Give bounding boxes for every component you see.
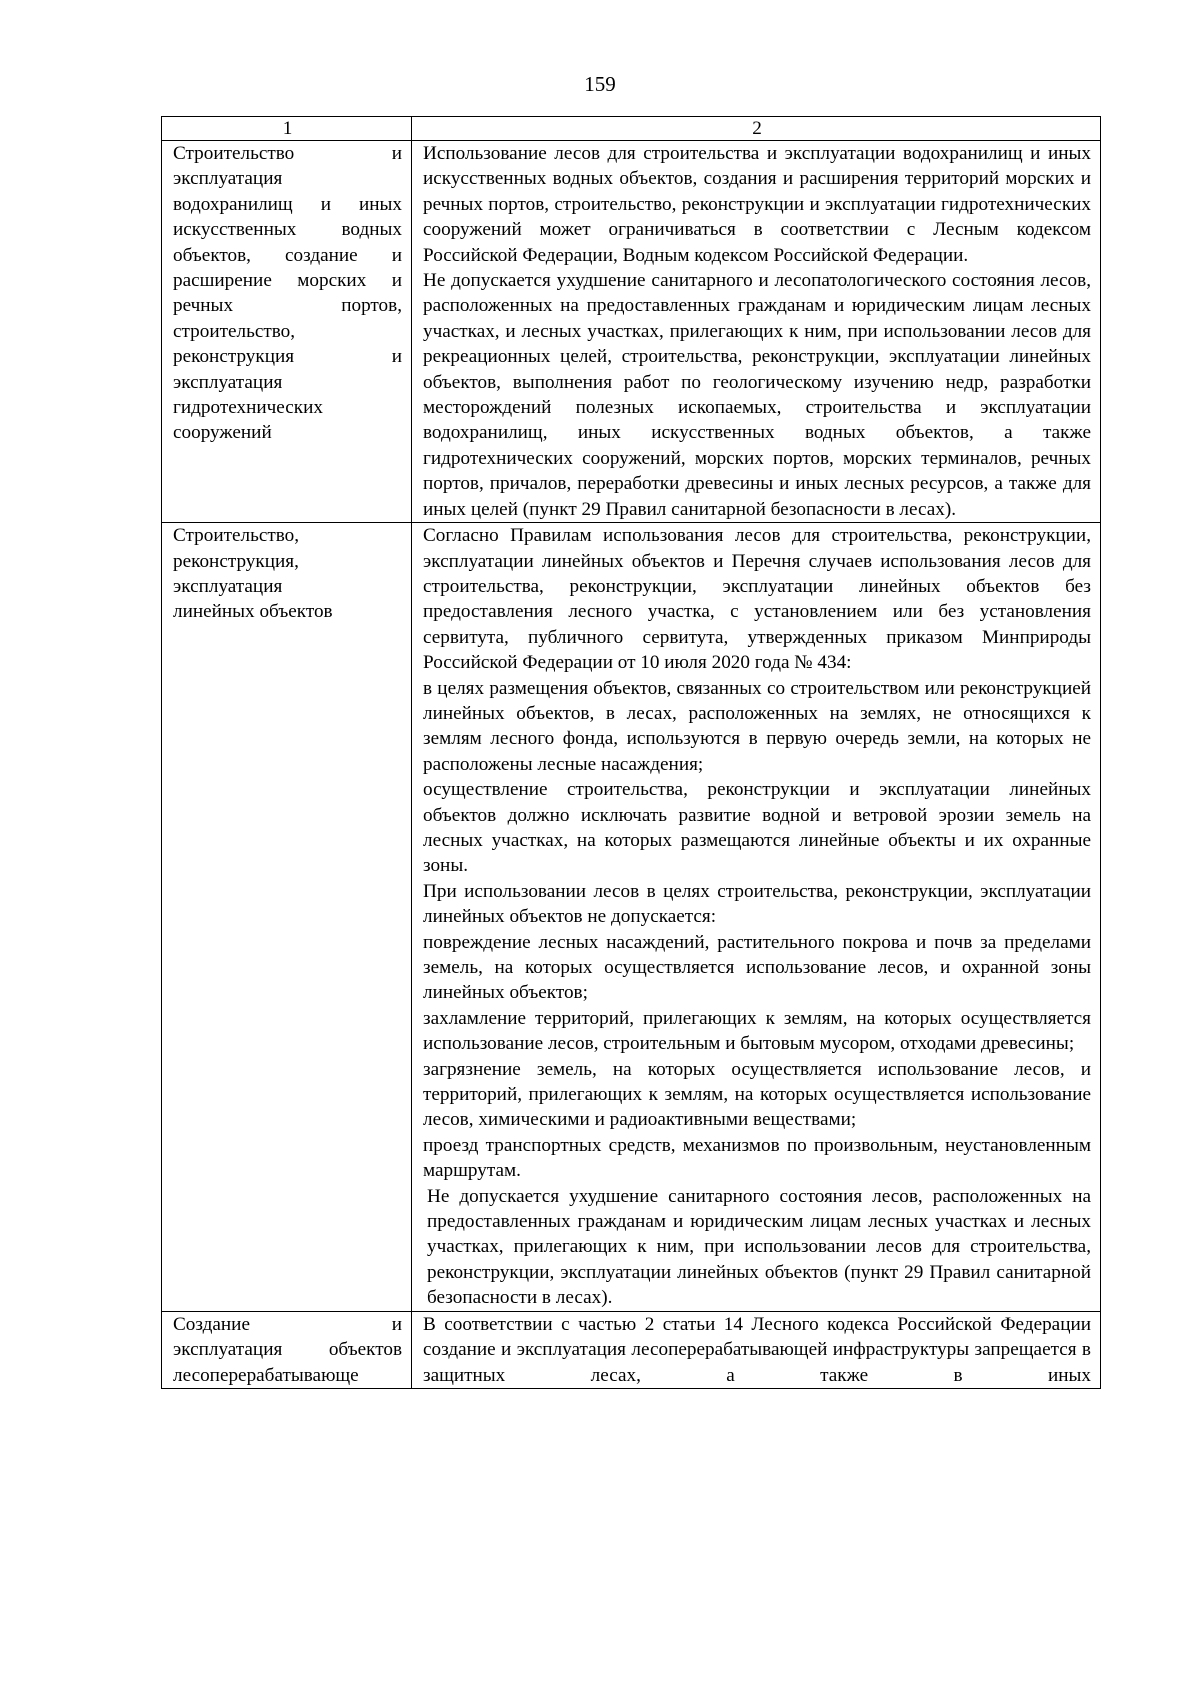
activity-line: эксплуатация bbox=[173, 575, 283, 597]
activity-line: эксплуатация объектов bbox=[173, 1339, 402, 1361]
table-header-row bbox=[162, 117, 1101, 141]
paragraph: осуществление строительства, реконструкции и эксплуатации линейных объектов должно исключать развитие водной и ветровой эрозии земель на лесных участках, на которых размещаются линейные объекты и их охранные зоны. bbox=[423, 779, 1091, 877]
activity-cell bbox=[162, 141, 412, 523]
activity-line: искусственных водных bbox=[173, 219, 402, 241]
activity-line: сооружений bbox=[173, 422, 272, 444]
document-table bbox=[161, 116, 1101, 1389]
activity-line: гидротехнических bbox=[173, 397, 323, 419]
paragraph: Не допускается ухудшение санитарного состояния лесов, расположенных на предоставленных гражданам и юридическим лицам лесных участках и лесных участках, прилегающих к ним, при использовании лесов для строительства, реконструкции, эксплуатации линейных объектов (пункт 29 Правил санитарной безопасности в лесах). bbox=[427, 1185, 1091, 1309]
activity-line: речных портов, bbox=[173, 295, 402, 317]
paragraph: В соответствии с частью 2 статьи 14 Лесного кодекса Российской Федерации создание и эксплуатация лесоперерабатывающей инфраструктуры запрещается в защитных лесах, а также в иных bbox=[423, 1313, 1091, 1386]
activity-line: эксплуатация bbox=[173, 168, 283, 190]
paragraph: повреждение лесных насаждений, растительного покрова и почв за пределами земель, на которых осуществляется использование лесов, и охранной зоны линейных объектов; bbox=[423, 931, 1091, 1004]
activity-line: Строительство и bbox=[173, 143, 402, 164]
activity-cell bbox=[162, 1311, 412, 1388]
column-header-2: 2 bbox=[412, 117, 1101, 141]
activity-line: водохранилищ и иных bbox=[173, 193, 402, 215]
requirements-cell bbox=[412, 141, 1101, 523]
paragraph: Согласно Правилам использования лесов для строительства, реконструкции, эксплуатации линейных объектов и Перечня случаев использования лесов для строительства, реконструкции, эксплуатации линейных объектов без предоставления лесного участка, с установлением или без установления сервитута, публичного сервитута, утвержденных приказом Минприроды Российской Федерации от 10 июля 2020 года № 434: bbox=[423, 525, 1091, 674]
activity-line: реконструкция, bbox=[173, 550, 299, 572]
paragraph: захламление территорий, прилегающих к землям, на которых осуществляется использование лесов, строительным и бытовым мусором, отходами древесины; bbox=[423, 1007, 1091, 1055]
activity-line: строительство, bbox=[173, 320, 296, 342]
activity-line: объектов, создание и bbox=[173, 244, 402, 266]
activity-line: реконструкция и bbox=[173, 346, 402, 368]
table-row bbox=[162, 1311, 1101, 1388]
table-row bbox=[162, 141, 1101, 523]
page-number: 159 bbox=[584, 72, 616, 96]
activity-line: расширение морских и bbox=[173, 270, 402, 292]
column-header-1: 1 bbox=[162, 117, 412, 141]
activity-line: Создание и bbox=[173, 1313, 402, 1335]
requirements-cell bbox=[412, 1311, 1101, 1388]
activity-line: линейных объектов bbox=[173, 601, 333, 623]
paragraph: При использовании лесов в целях строительства, реконструкции, эксплуатации линейных объектов не допускается: bbox=[423, 880, 1091, 928]
activity-cell bbox=[162, 523, 412, 1312]
activity-line: эксплуатация bbox=[173, 371, 283, 393]
paragraph: Не допускается ухудшение санитарного и лесопатологического состояния лесов, расположенных на предоставленных гражданам и юридическим лицам лесных участках, и лесных участках, прилегающих к ним, при использовании лесов для рекреационных целей, строительства, реконструкции, эксплуатации линейных объектов, выполнения работ по геологическому изучению недр, разработки месторождений полезных ископаемых, строительства и эксплуатации водохранилищ, иных искусственных водных объектов, а также гидротехнических сооружений, морских портов, морских терминалов, речных портов, причалов, переработки древесины и иных лесных ресурсов, а также для иных целей (пункт 29 Правил санитарной безопасности в лесах). bbox=[423, 270, 1091, 520]
paragraph: в целях размещения объектов, связанных со строительством или реконструкцией линейных объектов, в лесах, расположенных на землях, не относящихся к землям лесного фонда, используются в первую очередь земли, на которых не расположены лесные насаждения; bbox=[423, 677, 1091, 775]
requirements-cell bbox=[412, 523, 1101, 1312]
paragraph: Использование лесов для строительства и эксплуатации водохранилищ и иных искусственных водных объектов, создания и расширения территорий морских и речных портов, строительство, реконструкции и эксплуатации гидротехнических сооружений может ограничиваться в соответствии с Лесным кодексом Российской Федерации, Водным кодексом Российской Федерации. bbox=[423, 143, 1091, 266]
paragraph: загрязнение земель, на которых осуществляется использование лесов, и территорий, прилегающих к землям, на которых осуществляется использование лесов, химическими и радиоактивными веществами; bbox=[423, 1058, 1091, 1131]
activity-line: лесоперерабатывающе bbox=[173, 1364, 359, 1386]
paragraph: проезд транспортных средств, механизмов по произвольным, неустановленным маршрутам. bbox=[423, 1134, 1091, 1182]
table-row bbox=[162, 523, 1101, 1312]
activity-line: Строительство, bbox=[173, 525, 300, 547]
